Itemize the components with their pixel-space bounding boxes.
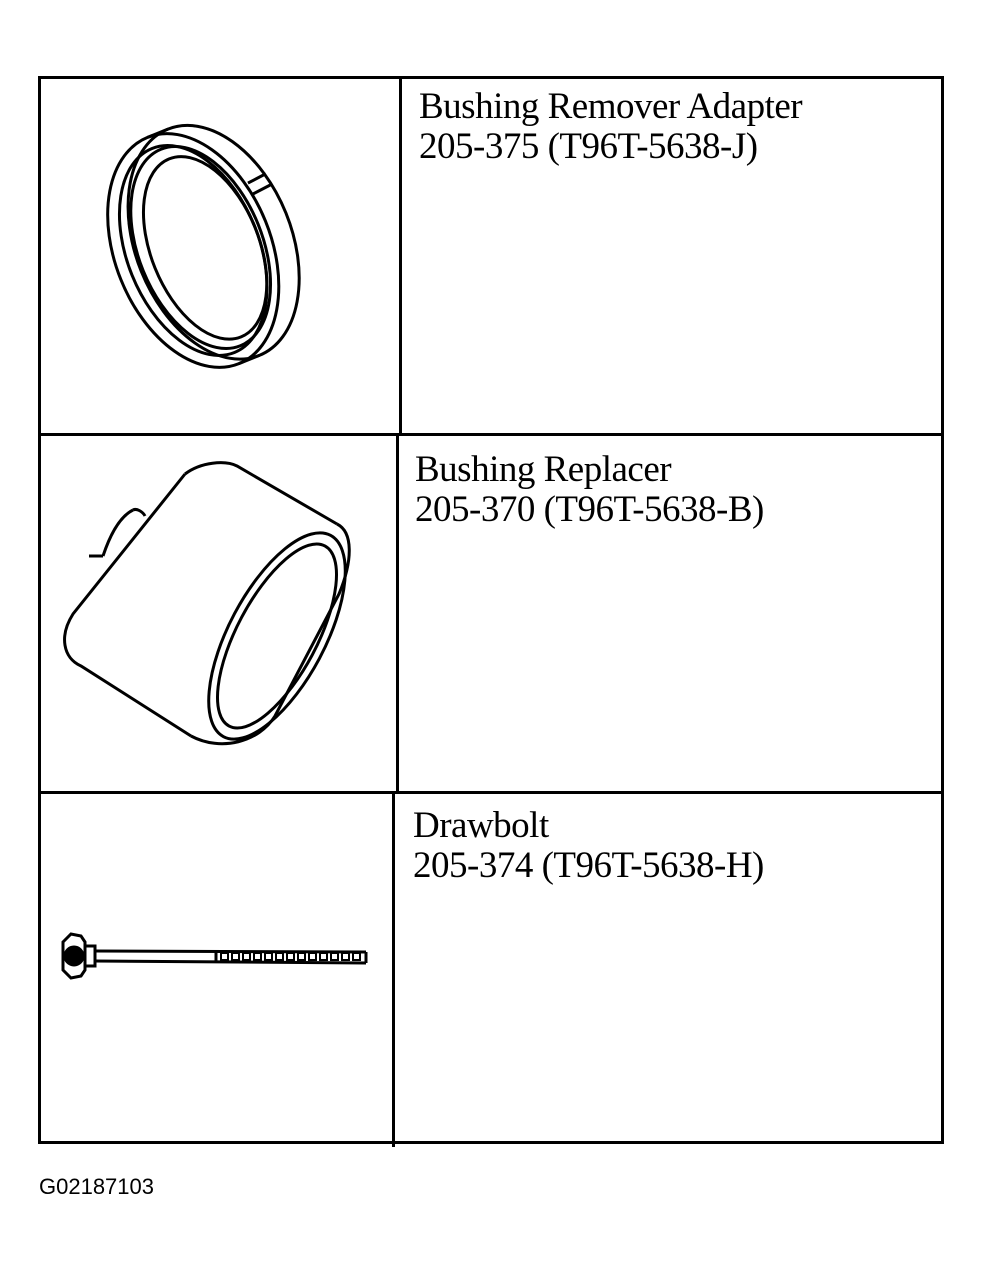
column-divider — [392, 794, 395, 1147]
tool-label — [415, 450, 764, 530]
bushing-replacer-icon — [41, 436, 395, 794]
tool-name: Drawbolt — [413, 805, 549, 846]
table-row — [41, 433, 941, 794]
tool-name: Bushing Remover Adapter — [419, 86, 803, 127]
tool-table — [38, 76, 944, 1144]
drawbolt-icon — [41, 794, 391, 1147]
ring-adapter-icon — [41, 79, 397, 433]
figure-id: G02187103 — [39, 1174, 154, 1199]
tool-label — [413, 806, 764, 886]
tool-name: Bushing Replacer — [415, 449, 672, 490]
column-divider — [399, 79, 402, 433]
tool-number: 205-370 (T96T-5638-B) — [415, 489, 764, 530]
tool-label — [419, 87, 802, 167]
table-row — [41, 791, 941, 1147]
tool-number: 205-375 (T96T-5638-J) — [419, 126, 758, 167]
table-row — [41, 79, 941, 433]
tool-number: 205-374 (T96T-5638-H) — [413, 845, 764, 886]
column-divider — [396, 436, 399, 794]
